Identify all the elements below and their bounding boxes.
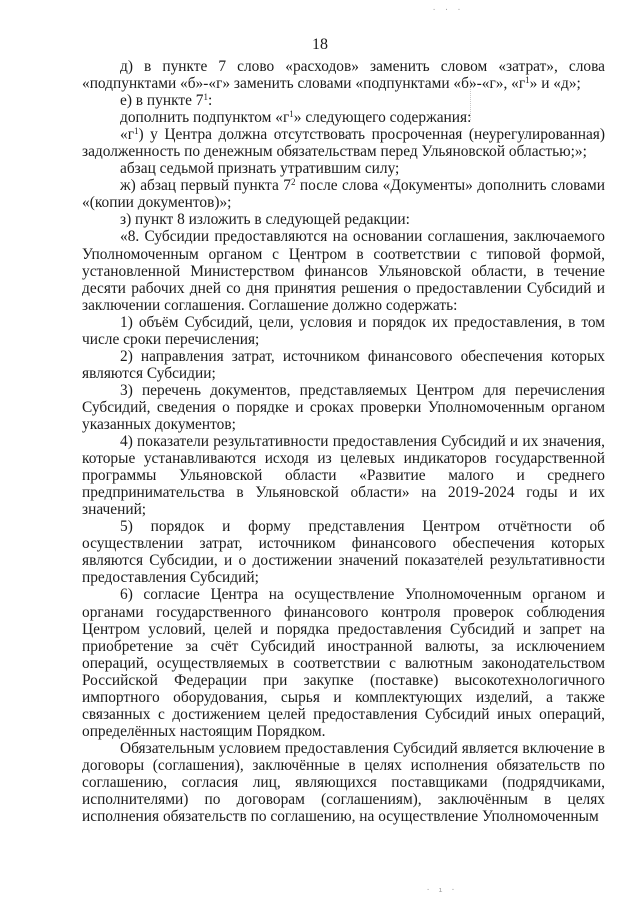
- paragraph: [82, 109, 605, 126]
- paragraph: [82, 228, 605, 313]
- paragraph-text: дополнить подпунктом «г: [120, 109, 290, 127]
- paragraph-text: 4) показатели результативности предоставления Субсидий и их значения, которые устанавливаются исходя из целевых индикаторов государственной программы Ульяновской области «Развитие малого и среднего предпринимательства в Ульяновской области» на 2019-2024 годы и их значений;: [82, 433, 605, 519]
- paragraph: [82, 160, 605, 177]
- paragraph-text: Обязательным условием предоставления Субсидий является включение в договоры (соглашения), заключённые в целях исполнения обязательств по соглашению, согласия лиц, являющихся поставщиками (подрядчиками, исполнителями) по договорам (соглашениям), заключённым в целях исполнения обязательств по соглашению, на осуществление Уполномоченным: [82, 739, 605, 826]
- paragraph: [82, 58, 605, 92]
- paragraph-text: 2) направления затрат, источником финансового обеспечения которых являются Субсидии;: [82, 347, 605, 382]
- paragraph: [82, 518, 605, 586]
- paragraph-text: » следующего содержания:: [293, 109, 472, 127]
- superscript: 1: [525, 75, 530, 86]
- paragraph-text: 1) объём Субсидий, цели, условия и порядок их предоставления, в том числе сроки перечисления;: [82, 313, 605, 348]
- paragraph-text: «г: [120, 126, 135, 144]
- paragraph: [82, 348, 605, 382]
- paragraph: [82, 740, 605, 825]
- superscript: 1: [289, 109, 294, 120]
- paragraph-text: » и «д»;: [529, 75, 581, 93]
- paragraph-text: «8. Субсидии предоставляются на основании соглашения, заключаемого Уполномоченным органом с Центром в соответствии с типовой формой, установленной Министерством финансов Ульяновской области, в течение десяти рабочих дней со дня принятия решения о предоставлении Субсидий и заключении соглашения. Соглашение должно содержать:: [82, 228, 605, 314]
- superscript: 1: [203, 92, 208, 103]
- paragraph: [82, 211, 605, 228]
- paragraph-text: 5) порядок и форму представления Центром отчётности об осуществлении затрат, источником финансового обеспечения которых являются Субсидии, и о достижении значений показателей результативности предоставления Субсидий;: [82, 518, 605, 587]
- paragraph-text: :: [207, 92, 213, 110]
- paragraph: [82, 382, 605, 433]
- superscript: 2: [290, 177, 296, 188]
- paragraph: [82, 126, 605, 160]
- paragraph: [82, 92, 605, 109]
- paragraph-text: 3) перечень документов, представляемых Центром для перечисления Субсидий, сведения о порядке и сроках проверки Уполномоченным органом указанных документов;: [82, 381, 605, 433]
- paragraph: [82, 314, 605, 348]
- paragraph-text: абзац седьмой признать утратившим силу;: [120, 160, 400, 178]
- document-body: [82, 58, 605, 825]
- paragraph-text: ж) абзац первый пункта 7: [120, 177, 291, 195]
- paragraph-text: з) пункт 8 изложить в следующей редакции:: [120, 211, 410, 229]
- page-number: 18: [312, 36, 328, 53]
- superscript: 1: [134, 126, 139, 137]
- paragraph-text: д) в пункте 7 слово «расходов» заменить словом «затрат», слова «подпунктами «б»-«г» заменить словами «подпунктами «б»-«г», «г: [82, 58, 605, 93]
- paragraph: [82, 177, 605, 211]
- paragraph-text: е) в пункте 7: [120, 92, 204, 110]
- paragraph: [82, 586, 605, 739]
- scan-artifact-top: · · ·: [432, 6, 464, 14]
- paragraph-text: ) у Центра должна отсутствовать просроченная (неурегулированная) задолженность по денежным обязательствам перед Ульяновской областью;»;: [82, 126, 605, 161]
- paragraph-text: после слова «Документы» дополнить словами «(копии документов)»;: [82, 177, 606, 212]
- paragraph-text: 6) согласие Центра на осуществление Уполномоченным органом и органами государственного финансового контроля проверок соблюдения Центром условий, целей и порядка предоставления Субсидий и запрет на приобретение за счёт Субсидий иностранной валюты, за исключением операций, осуществляемых в соответствии с валютным законодательством Российской Федерации при закупке (поставке) высокотехнологичного импортного оборудования, сырья и комплектующих изделий, а также связанных с достижением целей предоставления Субсидий иных операций, определённых настоящим Порядком.: [82, 586, 605, 740]
- scan-artifact-bottom: · ı ·: [426, 886, 458, 894]
- paragraph: [82, 433, 605, 518]
